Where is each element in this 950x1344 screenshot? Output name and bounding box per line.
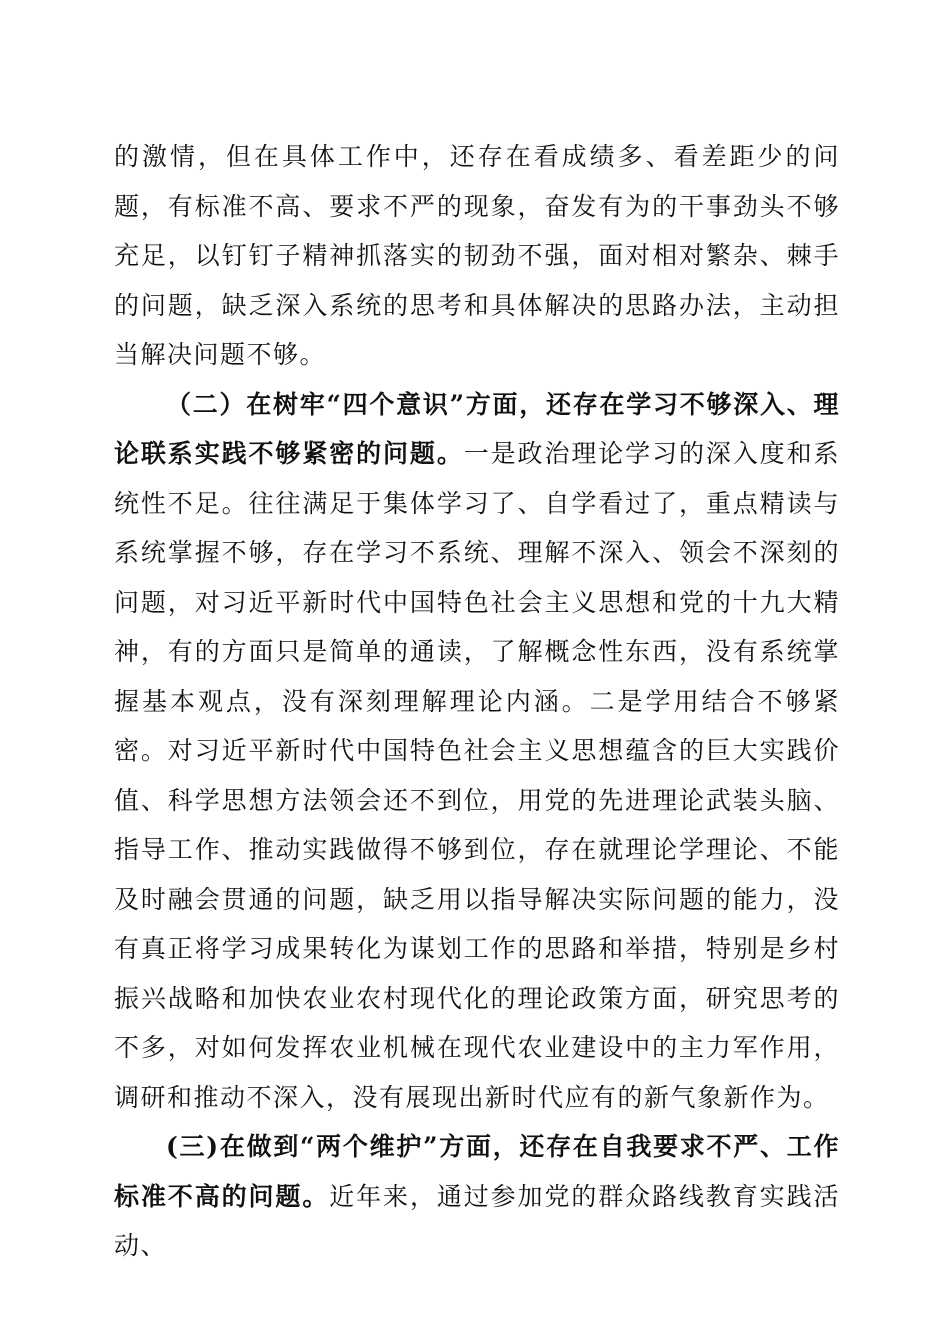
section-heading: （二）在树牢“四个意识”方面，还存在学习不够深入、理论联系实践不够紧密的问题。	[114, 389, 840, 468]
section-heading: (三)在做到“两个维护”方面，还存在自我要求不严、工作标准不高的问题。	[114, 1132, 840, 1211]
paragraph-text: 的激情，但在具体工作中，还存在看成绩多、看差距少的问题，有标准不高、要求不严的现象，奋发有为的干事劲头不够充足，以钉钉子精神抓落实的韧劲不强，面对相对繁杂、棘手的问题，缺乏深入系统的思考和具体解决的思路办法，主动担当解决问题不够。	[114, 142, 840, 369]
document-body	[114, 132, 840, 1271]
paragraph-continuation	[114, 132, 840, 380]
paragraph-section-three	[114, 1122, 840, 1271]
paragraph-section-two	[114, 380, 840, 1123]
paragraph-text: 一是政治理论学习的深入度和系统性不足。往往满足于集体学习了、自学看过了，重点精读与系统掌握不够，存在学习不系统、理解不深入、领会不深刻的问题，对习近平新时代中国特色社会主义思想和党的十九大精神，有的方面只是简单的通读，了解概念性东西，没有系统掌握基本观点，没有深刻理解理论内涵。二是学用结合不够紧密。对习近平新时代中国特色社会主义思想蕴含的巨大实践价值、科学思想方法领会还不到位，用党的先进理论武装头脑、指导工作、推动实践做得不够到位，存在就理论学理论、不能及时融会贯通的问题，缺乏用以指导解决实际问题的能力，没有真正将学习成果转化为谋划工作的思路和举措，特别是乡村振兴战略和加快农业农村现代化的理论政策方面，研究思考的不多，对如何发挥农业机械在现代农业建设中的主力军作用，调研和推动不深入，没有展现出新时代应有的新气象新作为。	[114, 439, 840, 1112]
paragraph-text: 近年来，通过参加党的群众路线教育实践活动、	[114, 1181, 840, 1260]
